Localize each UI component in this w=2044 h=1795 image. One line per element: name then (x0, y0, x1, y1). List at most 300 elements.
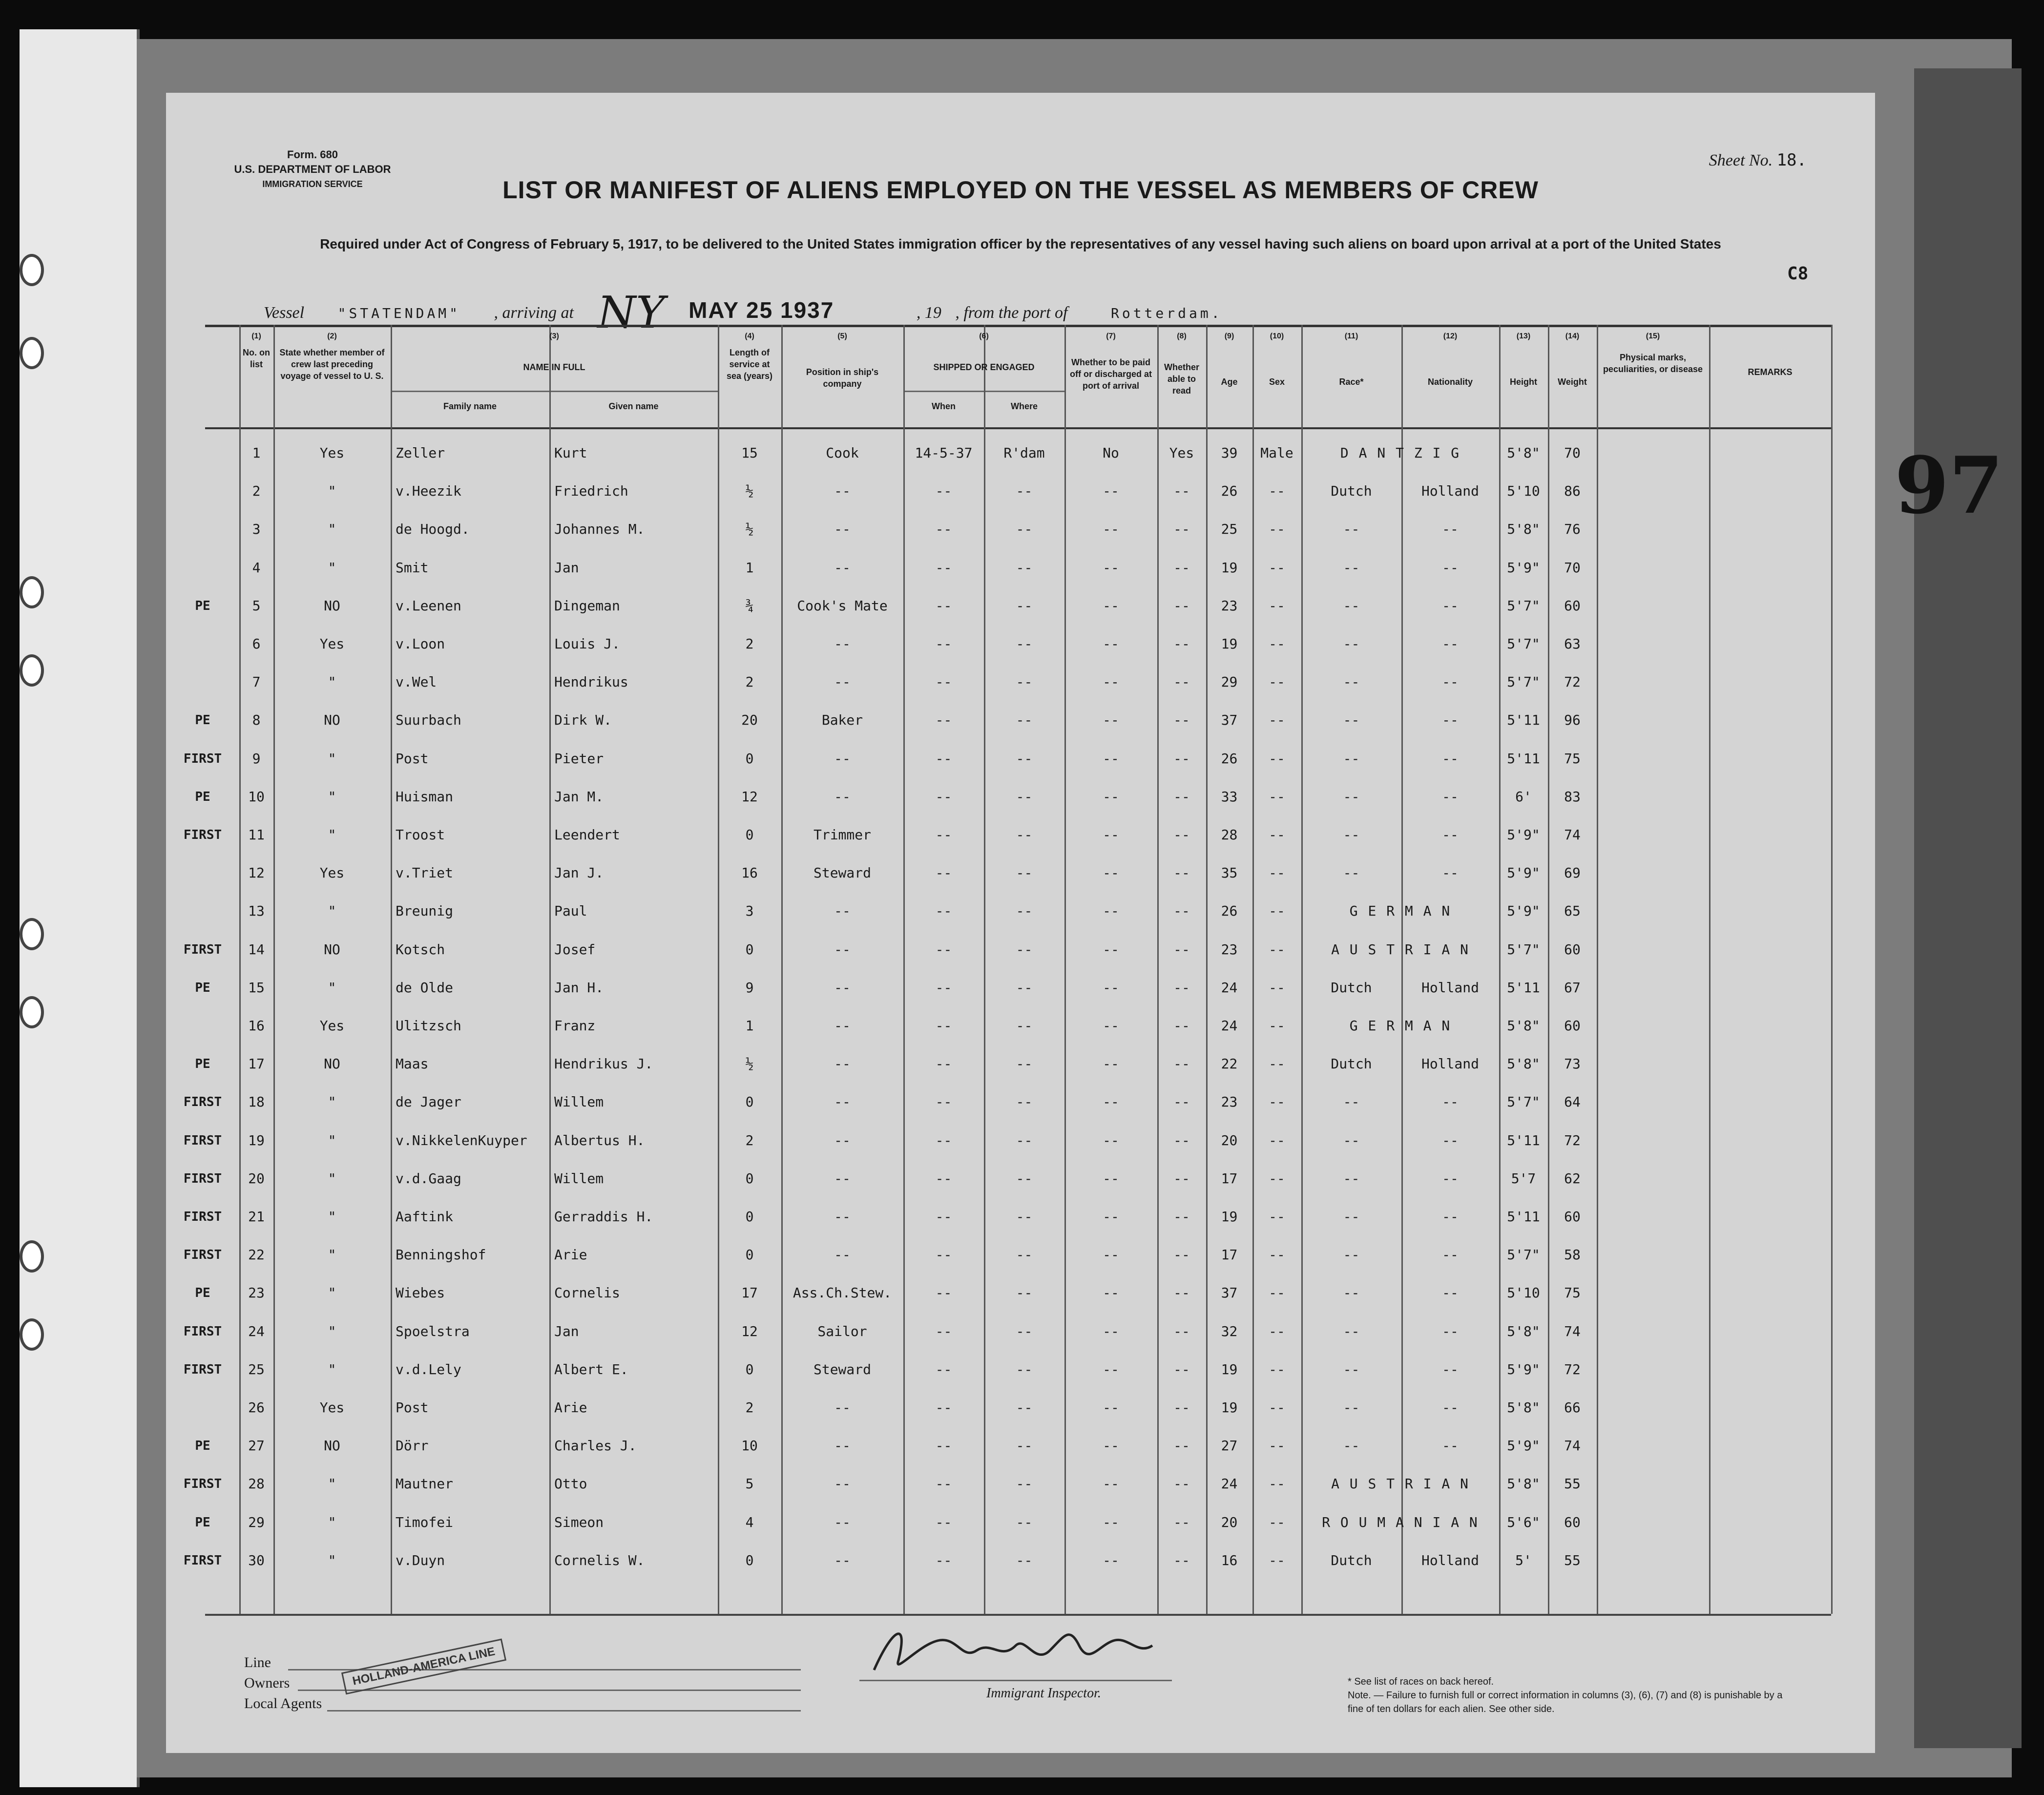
table-row (183, 1122, 1831, 1159)
row-paid-off: -- (1103, 1438, 1119, 1454)
row-previous-voyage: " (328, 1514, 336, 1530)
row-position: -- (834, 1094, 851, 1110)
row-age: 24 (1221, 979, 1238, 996)
row-given-name: Jan H. (554, 979, 604, 996)
row-given-name: Simeon (554, 1514, 604, 1530)
row-previous-voyage: " (328, 1552, 336, 1568)
row-able-to-read: -- (1173, 1132, 1190, 1148)
row-able-to-read: -- (1173, 483, 1190, 500)
vessel-line (264, 287, 1223, 338)
row-height: 5'8" (1507, 1323, 1540, 1339)
row-previous-voyage: NO (324, 941, 340, 958)
row-able-to-read: -- (1173, 597, 1190, 614)
row-race: -- (1343, 712, 1360, 729)
row-shipped-when: -- (935, 979, 952, 996)
row-given-name: Arie (554, 1399, 587, 1416)
row-previous-voyage: " (328, 903, 336, 919)
row-sex: -- (1269, 1476, 1285, 1492)
row-height: 5'10 (1507, 1285, 1540, 1301)
row-race: -- (1343, 1094, 1360, 1110)
row-age: 26 (1221, 903, 1238, 919)
row-mark: PE (195, 713, 210, 728)
row-sex: -- (1269, 1285, 1285, 1301)
row-mark (166, 511, 239, 548)
row-shipped-where: -- (1016, 1514, 1033, 1530)
department-name: U.S. DEPARTMENT OF LABOR (234, 163, 391, 175)
row-paid-off: -- (1103, 827, 1119, 843)
row-able-to-read: -- (1173, 1438, 1190, 1454)
row-family-name: Mautner (396, 1476, 454, 1492)
inspector-label: Immigrant Inspector. (986, 1686, 1101, 1701)
table-row (183, 1465, 1831, 1503)
row-previous-voyage: " (328, 521, 336, 538)
row-paid-off: -- (1103, 1056, 1119, 1072)
row-number: 3 (252, 521, 261, 538)
row-position: Steward (813, 1361, 871, 1378)
col3-family-header: Family name (443, 401, 497, 411)
row-nationality: -- (1442, 1132, 1459, 1148)
row-age: 22 (1221, 1056, 1238, 1072)
row-shipped-when: 14-5-37 (915, 445, 973, 461)
row-height: 5'7 (1511, 1170, 1536, 1187)
row-age: 25 (1221, 521, 1238, 538)
row-able-to-read: -- (1173, 788, 1190, 805)
row-given-name: Franz (554, 1018, 596, 1034)
col11-number: (11) (1344, 332, 1358, 340)
row-weight: 60 (1564, 1209, 1581, 1225)
row-paid-off: -- (1103, 941, 1119, 958)
row-service-years: 12 (741, 788, 758, 805)
sheet-number-value: 18. (1776, 150, 1807, 170)
row-position: Ass.Ch.Stew. (793, 1285, 892, 1301)
margin-note: 97 (1895, 439, 2003, 531)
row-height: 5'9" (1507, 1438, 1540, 1454)
row-weight: 74 (1564, 1438, 1581, 1454)
row-position: -- (834, 674, 851, 690)
row-paid-off: -- (1103, 674, 1119, 690)
row-family-name: Aaftink (396, 1209, 454, 1225)
row-number: 11 (248, 827, 265, 843)
row-age: 26 (1221, 483, 1238, 500)
margin-code: C8 (1787, 264, 1809, 284)
row-nationality: Holland (1421, 979, 1479, 996)
row-paid-off: -- (1103, 979, 1119, 996)
row-paid-off: -- (1103, 1018, 1119, 1034)
row-mark: PE (195, 1286, 210, 1301)
row-race: -- (1343, 521, 1360, 538)
col5-header: Position in ship's company (806, 367, 879, 389)
date-stamp: MAY 25 1937 (688, 297, 834, 323)
row-given-name: Kurt (554, 445, 587, 461)
row-position: -- (834, 903, 851, 919)
col1-number: (1) (251, 332, 261, 340)
row-able-to-read: -- (1173, 941, 1190, 958)
row-sex: -- (1269, 1247, 1285, 1263)
row-able-to-read: -- (1173, 1247, 1190, 1263)
row-paid-off: -- (1103, 788, 1119, 805)
col1-header: No. on list (243, 348, 270, 369)
row-able-to-read: -- (1173, 1170, 1190, 1187)
row-able-to-read: -- (1173, 1476, 1190, 1492)
row-family-name: v.NikkelenKuyper (396, 1132, 527, 1148)
row-height: 5'9" (1507, 1361, 1540, 1378)
row-sex: -- (1269, 750, 1285, 767)
row-race: -- (1343, 674, 1360, 690)
row-race: A U S T R I A N (1331, 941, 1469, 958)
col14-number: (14) (1565, 332, 1580, 340)
row-weight: 72 (1564, 674, 1581, 690)
row-shipped-where: -- (1016, 521, 1033, 538)
row-family-name: de Olde (396, 979, 454, 996)
row-height: 5'11 (1507, 1209, 1540, 1225)
row-able-to-read: -- (1173, 1209, 1190, 1225)
row-service-years: 2 (745, 1132, 754, 1148)
row-family-name: Spoelstra (396, 1323, 470, 1339)
header-name-rule (391, 391, 718, 392)
row-weight: 86 (1564, 483, 1581, 500)
row-age: 23 (1221, 597, 1238, 614)
row-number: 22 (248, 1247, 265, 1263)
row-service-years: 1 (745, 559, 754, 576)
row-family-name: Timofei (396, 1514, 454, 1530)
col10-number: (10) (1270, 332, 1284, 340)
row-family-name: v.Wel (396, 674, 437, 690)
row-nationality: -- (1442, 1361, 1459, 1378)
row-position: -- (834, 1132, 851, 1148)
line-label: Line (244, 1654, 271, 1670)
row-nationality: -- (1442, 1323, 1459, 1339)
binder-ring (20, 996, 44, 1028)
row-weight: 74 (1564, 827, 1581, 843)
manifest-sheet (166, 93, 1875, 1753)
row-shipped-where: -- (1016, 1056, 1033, 1072)
row-family-name: Breunig (396, 903, 454, 919)
row-position: Trimmer (813, 827, 871, 843)
table-row (205, 549, 1831, 586)
row-nationality: -- (1442, 674, 1459, 690)
row-position: -- (834, 979, 851, 996)
row-age: 19 (1221, 559, 1238, 576)
row-mark: FIRST (183, 1553, 222, 1568)
row-nationality: -- (1442, 1094, 1459, 1110)
row-shipped-where: -- (1016, 1170, 1033, 1187)
row-height: 5'7" (1507, 941, 1540, 958)
row-able-to-read: -- (1173, 636, 1190, 652)
row-family-name: v.Triet (396, 865, 454, 881)
service-name: IMMIGRATION SERVICE (262, 179, 363, 189)
row-mark: FIRST (183, 1133, 222, 1148)
col3-number: (3) (549, 332, 559, 340)
row-weight: 60 (1564, 597, 1581, 614)
row-age: 24 (1221, 1476, 1238, 1492)
row-height: 5'8" (1507, 521, 1540, 538)
row-given-name: Pieter (554, 750, 604, 767)
row-able-to-read: -- (1173, 1285, 1190, 1301)
row-shipped-where: -- (1016, 750, 1033, 767)
row-sex: -- (1269, 941, 1285, 958)
row-sex: -- (1269, 1323, 1285, 1339)
row-race: G E R M A N (1349, 1018, 1451, 1034)
row-family-name: Huisman (396, 788, 454, 805)
row-shipped-when: -- (935, 903, 952, 919)
row-nationality: Holland (1421, 483, 1479, 500)
row-height: 5' (1515, 1552, 1532, 1568)
row-sex: -- (1269, 1399, 1285, 1416)
row-age: 17 (1221, 1170, 1238, 1187)
row-position: -- (834, 1552, 851, 1568)
row-able-to-read: -- (1173, 979, 1190, 996)
binder-ring (20, 654, 44, 687)
row-number: 12 (248, 865, 265, 881)
row-age: 19 (1221, 1209, 1238, 1225)
row-number: 30 (248, 1552, 265, 1568)
table-row (205, 626, 1831, 663)
row-shipped-when: -- (935, 1514, 952, 1530)
row-weight: 66 (1564, 1399, 1581, 1416)
row-race: -- (1343, 1285, 1360, 1301)
row-family-name: Maas (396, 1056, 429, 1072)
row-position: -- (834, 1438, 851, 1454)
row-service-years: ½ (745, 521, 754, 538)
row-weight: 73 (1564, 1056, 1581, 1072)
row-given-name: Hendrikus J. (554, 1056, 653, 1072)
row-race: -- (1343, 1209, 1360, 1225)
row-sex: -- (1269, 903, 1285, 919)
row-service-years: 9 (745, 979, 754, 996)
row-mark: FIRST (183, 1324, 222, 1339)
row-family-name: Zeller (396, 445, 445, 461)
row-weight: 76 (1564, 521, 1581, 538)
row-race: -- (1343, 636, 1360, 652)
row-paid-off: -- (1103, 1209, 1119, 1225)
row-service-years: 1 (745, 1018, 754, 1034)
remarks-header: REMARKS (1748, 367, 1793, 377)
row-given-name: Cornelis W. (554, 1552, 645, 1568)
row-weight: 70 (1564, 559, 1581, 576)
row-given-name: Paul (554, 903, 587, 919)
row-position: Cook (826, 445, 859, 461)
row-sex: -- (1269, 1438, 1285, 1454)
row-given-name: Johannes M. (554, 521, 645, 538)
row-mark: PE (195, 598, 210, 613)
row-family-name: Post (396, 1399, 429, 1416)
row-age: 24 (1221, 1018, 1238, 1034)
col2-header: State whether member of crew last preceding voyage of vessel to U. S. (279, 348, 385, 381)
col11-header: Race* (1339, 377, 1364, 387)
row-sex: -- (1269, 1170, 1285, 1187)
row-position: -- (834, 1170, 851, 1187)
row-sex: -- (1269, 979, 1285, 996)
row-previous-voyage: " (328, 559, 336, 576)
row-shipped-where: -- (1016, 636, 1033, 652)
row-position: -- (834, 1056, 851, 1072)
row-shipped-when: -- (935, 1552, 952, 1568)
row-previous-voyage: " (328, 750, 336, 767)
row-able-to-read: -- (1173, 1361, 1190, 1378)
row-number: 27 (248, 1438, 265, 1454)
row-paid-off: -- (1103, 1094, 1119, 1110)
col15-number: (15) (1646, 332, 1660, 340)
row-shipped-when: -- (935, 1285, 952, 1301)
row-family-name: Benningshof (396, 1247, 486, 1263)
row-family-name: v.d.Gaag (396, 1170, 461, 1187)
table-row (183, 1198, 1831, 1235)
row-shipped-where: -- (1016, 1018, 1033, 1034)
row-nationality (1401, 1504, 1499, 1541)
row-shipped-where: -- (1016, 1132, 1033, 1148)
row-age: 39 (1221, 445, 1238, 461)
row-race: -- (1343, 1247, 1360, 1263)
row-shipped-where: -- (1016, 827, 1033, 843)
row-given-name: Cornelis (554, 1285, 620, 1301)
owners-label: Owners (244, 1675, 290, 1691)
row-shipped-where: -- (1016, 1094, 1033, 1110)
row-height: 5'7" (1507, 597, 1540, 614)
row-service-years: 2 (745, 636, 754, 652)
table-row (205, 435, 1831, 472)
row-age: 37 (1221, 1285, 1238, 1301)
row-age: 37 (1221, 712, 1238, 729)
sheet-number (1709, 150, 1807, 170)
row-shipped-when: -- (935, 559, 952, 576)
row-nationality: -- (1442, 788, 1459, 805)
binder-ring (20, 337, 44, 369)
row-position: -- (834, 636, 851, 652)
row-service-years: 20 (741, 712, 758, 729)
footnote-races: * See list of races on back hereof. (1348, 1676, 1494, 1687)
row-previous-voyage: " (328, 1361, 336, 1378)
row-family-name: de Jager (396, 1094, 461, 1110)
row-given-name: Jan (554, 559, 579, 576)
row-given-name: Willem (554, 1094, 604, 1110)
row-shipped-when: -- (935, 1056, 952, 1072)
row-position: -- (834, 1476, 851, 1492)
row-paid-off: -- (1103, 597, 1119, 614)
row-shipped-when: -- (935, 1094, 952, 1110)
row-previous-voyage: " (328, 483, 336, 500)
row-number: 6 (252, 636, 261, 652)
row-able-to-read: -- (1173, 1323, 1190, 1339)
row-paid-off: No (1103, 445, 1119, 461)
col3-given-header: Given name (608, 401, 659, 411)
row-shipped-when: -- (935, 1018, 952, 1034)
col6-where-header: Where (1010, 401, 1038, 411)
row-sex: -- (1269, 559, 1285, 576)
binder-ring (20, 1240, 44, 1273)
row-race: -- (1343, 1399, 1360, 1416)
table-row (195, 1274, 1831, 1312)
col15-header: Physical marks, peculiarities, or disease (1603, 353, 1703, 374)
row-race: -- (1343, 865, 1360, 881)
col7-header: Whether to be paid off or discharged at port of arrival (1069, 357, 1152, 391)
row-paid-off: -- (1103, 1514, 1119, 1530)
row-service-years: 2 (745, 1399, 754, 1416)
row-family-name: v.Leenen (396, 597, 461, 614)
page-subtitle: Required under Act of Congress of February 5, 1917, to be delivered to the United States immigration officer by the representatives of any vessel having such aliens on board upon arrival at a port of the United States (320, 236, 1721, 251)
table-row (205, 473, 1831, 510)
table-row (205, 893, 1831, 930)
row-service-years: 0 (745, 827, 754, 843)
row-number: 9 (252, 750, 261, 767)
agents-rule (327, 1710, 801, 1712)
row-height: 5'8" (1507, 1018, 1540, 1034)
row-position: Cook's Mate (797, 597, 888, 614)
row-number: 10 (248, 788, 265, 805)
row-position: -- (834, 1514, 851, 1530)
row-weight: 58 (1564, 1247, 1581, 1263)
row-nationality: -- (1442, 750, 1459, 767)
header-top-rule (205, 325, 1831, 327)
row-shipped-where: -- (1016, 1323, 1033, 1339)
row-shipped-where: -- (1016, 559, 1033, 576)
row-previous-voyage: " (328, 674, 336, 690)
row-given-name: Otto (554, 1476, 587, 1492)
row-nationality: Holland (1421, 1552, 1479, 1568)
row-paid-off: -- (1103, 1132, 1119, 1148)
row-shipped-where: -- (1016, 903, 1033, 919)
row-mark: FIRST (183, 942, 222, 957)
row-height: 5'7" (1507, 1247, 1540, 1263)
col10-header: Sex (1269, 377, 1285, 387)
row-sex: -- (1269, 1514, 1285, 1530)
row-paid-off: -- (1103, 1476, 1119, 1492)
row-mark: FIRST (183, 1248, 222, 1263)
footnote (1348, 1675, 1787, 1716)
row-sex: -- (1269, 521, 1285, 538)
row-able-to-read: -- (1173, 1552, 1190, 1568)
row-previous-voyage: " (328, 1323, 336, 1339)
row-able-to-read: -- (1173, 521, 1190, 538)
table-row (183, 931, 1831, 968)
table-row (183, 1351, 1831, 1388)
row-able-to-read: -- (1173, 1018, 1190, 1034)
row-race: -- (1343, 1132, 1360, 1148)
row-height: 5'7" (1507, 1094, 1540, 1110)
backing-board-tab (1914, 68, 2022, 1748)
row-position: -- (834, 941, 851, 958)
row-height: 5'7" (1507, 636, 1540, 652)
row-mark: PE (195, 789, 210, 804)
table-row (183, 740, 1831, 777)
row-service-years: 0 (745, 1361, 754, 1378)
row-height: 5'9" (1507, 903, 1540, 919)
row-height: 6' (1515, 788, 1532, 805)
row-given-name: Willem (554, 1170, 604, 1187)
table-row (195, 1504, 1831, 1541)
row-nationality (1401, 1465, 1499, 1503)
row-able-to-read: -- (1173, 903, 1190, 919)
row-sex: -- (1269, 1361, 1285, 1378)
row-shipped-when: -- (935, 1247, 952, 1263)
table-row (183, 1542, 1831, 1579)
row-mark: FIRST (183, 1171, 222, 1186)
row-number: 28 (248, 1476, 265, 1492)
row-given-name: Charles J. (554, 1438, 637, 1454)
row-able-to-read: -- (1173, 1514, 1190, 1530)
row-able-to-read: -- (1173, 827, 1190, 843)
row-shipped-where: -- (1016, 788, 1033, 805)
binder-edge (20, 29, 140, 1787)
row-position: -- (834, 521, 851, 538)
row-nationality: -- (1442, 1285, 1459, 1301)
row-paid-off: -- (1103, 1247, 1119, 1263)
binder-ring (20, 1318, 44, 1351)
row-able-to-read: -- (1173, 559, 1190, 576)
form-number: Form. 680 (287, 148, 338, 161)
row-mark (166, 1389, 239, 1426)
row-family-name: Kotsch (396, 941, 445, 958)
row-height: 5'8" (1507, 1056, 1540, 1072)
